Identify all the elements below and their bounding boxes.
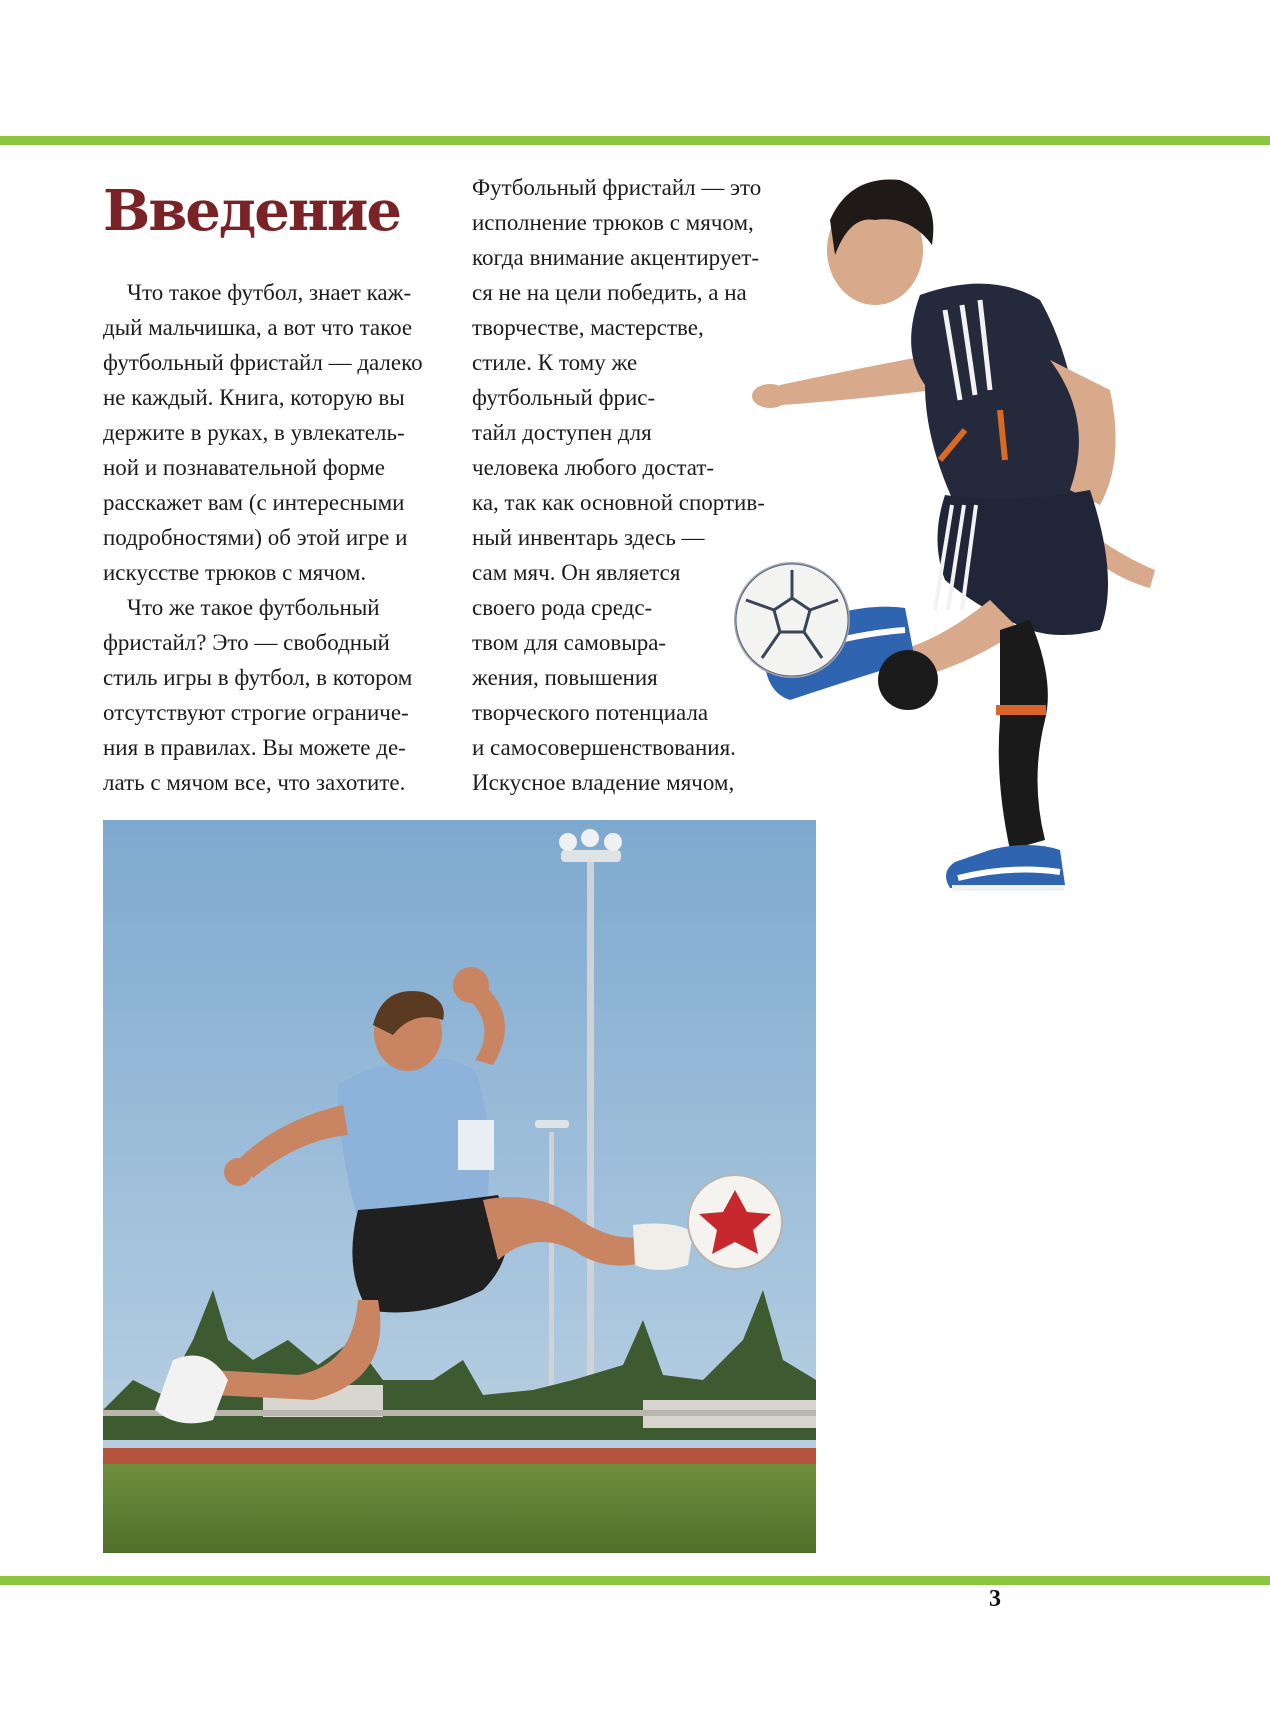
- text-line: когда внимание акцентирует-: [472, 245, 759, 270]
- text-line: подробностями) об этой игре и: [103, 525, 408, 550]
- text-line: и самосовершенствования.: [472, 735, 736, 760]
- intro-text-column-left: [103, 275, 463, 800]
- text-line: человека любого достат-: [472, 455, 715, 480]
- bottom-green-rule: [0, 1576, 1270, 1585]
- text-line: твом для самовыра-: [472, 630, 667, 655]
- text-line: футбольный фрис-: [472, 385, 656, 410]
- text-line: сам мяч. Он является: [472, 560, 681, 585]
- text-line: ся не на цели победить, а на: [472, 280, 747, 305]
- page-number: 3: [989, 1586, 1001, 1612]
- text-line: ный инвентарь здесь —: [472, 525, 705, 550]
- text-line: ной и познавательной форме: [103, 455, 385, 480]
- text-line: стиле. К тому же: [472, 350, 638, 375]
- text-line: исполнение трюков с мячом,: [472, 210, 754, 235]
- text-line: отсутствуют строгие ограниче-: [103, 700, 409, 725]
- text-line: Искусное владение мячом,: [472, 770, 735, 795]
- text-line: творческого потенциала: [472, 700, 709, 725]
- text-line: держите в руках, в увлекатель-: [103, 420, 405, 445]
- text-line: Футбольный фристайл — это: [472, 175, 762, 200]
- text-line: ка, так как основной спортив-: [472, 490, 765, 515]
- text-line: тайл доступен для: [472, 420, 652, 445]
- page-title: Введение: [103, 178, 400, 244]
- text-line: дый мальчишка, а вот что такое: [103, 315, 413, 340]
- text-line: расскажет вам (с интересными: [103, 490, 405, 515]
- text-line: жения, повышения: [472, 665, 658, 690]
- text-line: фристайл? Это — свободный: [103, 630, 390, 655]
- text-line: лать с мячом все, что захотите.: [103, 770, 406, 795]
- text-line: Что же такое футбольный: [127, 595, 380, 620]
- text-line: не каждый. Книга, которую вы: [103, 385, 405, 410]
- text-line: футбольный фристайл — далеко: [103, 350, 423, 375]
- text-line: ния в правилах. Вы можете де-: [103, 735, 406, 760]
- photo-white-ball: [730, 558, 854, 682]
- text-line: Что такое футбол, знает каж-: [127, 280, 412, 305]
- text-line: стиль игры в футбол, в котором: [103, 665, 413, 690]
- top-green-rule: [0, 136, 1270, 145]
- text-line: творчестве, мастерстве,: [472, 315, 704, 340]
- text-line: искусстве трюков с мячом.: [103, 560, 367, 585]
- text-line: своего рода средс-: [472, 595, 653, 620]
